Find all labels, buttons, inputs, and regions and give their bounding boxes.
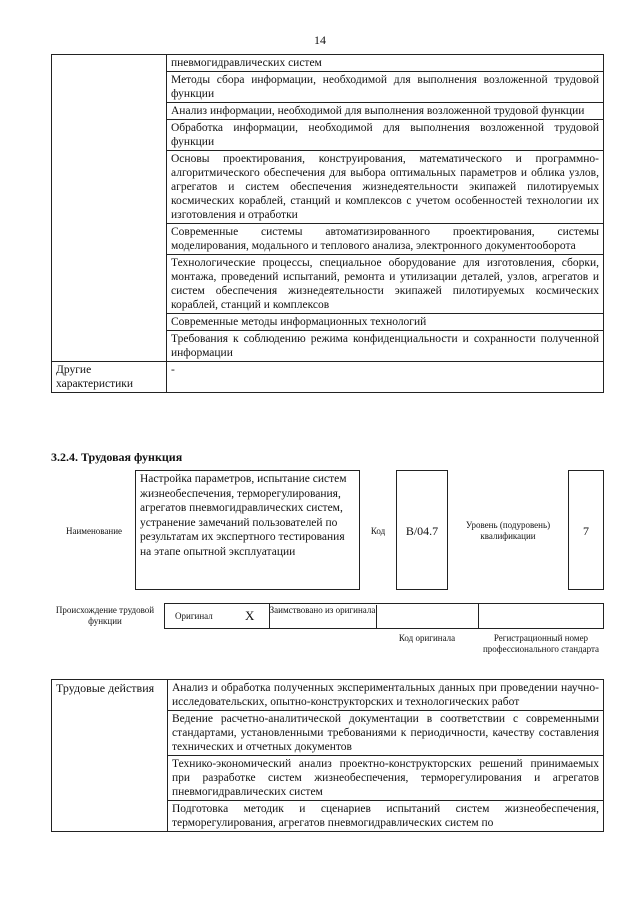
level-label: Уровень (подуровень) квалификации bbox=[465, 520, 551, 541]
code-value: B/04.7 bbox=[405, 524, 439, 538]
origin-row bbox=[164, 603, 604, 629]
other-characteristics-value: - bbox=[167, 362, 604, 393]
section-title: 3.2.4. Трудовая функция bbox=[51, 450, 183, 464]
table-row bbox=[52, 362, 604, 393]
table-row bbox=[52, 680, 604, 711]
level-box bbox=[568, 470, 604, 590]
table-cell: Технико-экономический анализ проектно-конструкторских решений принимаемых при разработке систем жизнеобеспечения, терморегулирования и агрегатов пневмогидравлических систем bbox=[168, 756, 604, 801]
table-cell: Основы проектирования, конструирования, математического и программно-алгоритмического обеспечения для выбора оптимальных параметров и облика узлов, агрегатов и систем обеспечения жизнедеятельности экипажей пилотируемых космических кораблей, станций и комплексов с учетом особенностей технологии их изготовления и отработки bbox=[167, 151, 604, 224]
table-cell: Подготовка методик и сценариев испытаний систем жизнеобеспечения, терморегулирования, агрегатов пневмогидравлических систем по bbox=[168, 801, 604, 832]
original-mark: X bbox=[245, 608, 255, 623]
table-cell: Анализ информации, необходимой для выполнения возложенной трудовой функции bbox=[167, 103, 604, 120]
borrowed-label: Заимствовано из оригинала bbox=[269, 605, 377, 628]
page-number: 14 bbox=[314, 33, 326, 47]
table-cell: Современные методы информационных технологий bbox=[167, 314, 604, 331]
table-cell: Современные системы автоматизированного проектирования, системы моделирования, модального и теплового анализа, электронного документооборота bbox=[167, 224, 604, 255]
level-value: 7 bbox=[583, 524, 589, 538]
original-label: Оригинал bbox=[175, 611, 213, 621]
table-cell: Ведение расчетно-аналитической документации в соответствии с современными стандартами, установленными требованиями к периодичности, качеству составления технических и отчетных документов bbox=[168, 711, 604, 756]
table-cell: Требования к соблюдению режима конфиденциальности и сохранности полученной информации bbox=[167, 331, 604, 362]
origin-label: Происхождение трудовой функции bbox=[55, 605, 155, 626]
knowledge-table bbox=[51, 54, 604, 393]
code-original-caption: Код оригинала bbox=[398, 633, 456, 643]
code-box bbox=[396, 470, 448, 590]
code-label: Код bbox=[370, 526, 386, 536]
other-characteristics-label: Другие характеристики bbox=[52, 362, 167, 393]
function-name-text: Настройка параметров, испытание систем жизнеобеспечения, терморегулирования, агрегатов пневмогидравлических систем, устранение замечаний пользователей по результатам их экспертного тестирования на этапе опытной эксплуатации bbox=[140, 473, 347, 558]
table-cell: пневмогидравлических систем bbox=[167, 55, 604, 72]
function-name-box bbox=[135, 470, 360, 590]
reg-number-caption: Регистрационный номер профессионального стандарта bbox=[482, 633, 600, 654]
name-label: Наименование bbox=[65, 526, 123, 536]
code-original-cell bbox=[376, 604, 479, 628]
actions-table bbox=[51, 679, 604, 832]
actions-label: Трудовые действия bbox=[52, 680, 168, 832]
table-cell-empty bbox=[52, 55, 167, 362]
original-cell bbox=[165, 604, 270, 628]
table-cell: Методы сбора информации, необходимой для выполнения возложенной трудовой функции bbox=[167, 72, 604, 103]
table-cell: Анализ и обработка полученных экспериментальных данных при проведении научно-исследовательских, опытно-конструкторских и технологических работ bbox=[168, 680, 604, 711]
table-row bbox=[52, 55, 604, 72]
table-cell: Технологические процессы, специальное оборудование для изготовления, сборки, монтажа, проведений испытаний, ремонта и утилизации деталей, узлов, агрегатов и систем обеспечения жизнедеятельности экипажей пилотируемых космических кораблей, станций и комплексов bbox=[167, 255, 604, 314]
table-cell: Обработка информации, необходимой для выполнения возложенной трудовой функции bbox=[167, 120, 604, 151]
